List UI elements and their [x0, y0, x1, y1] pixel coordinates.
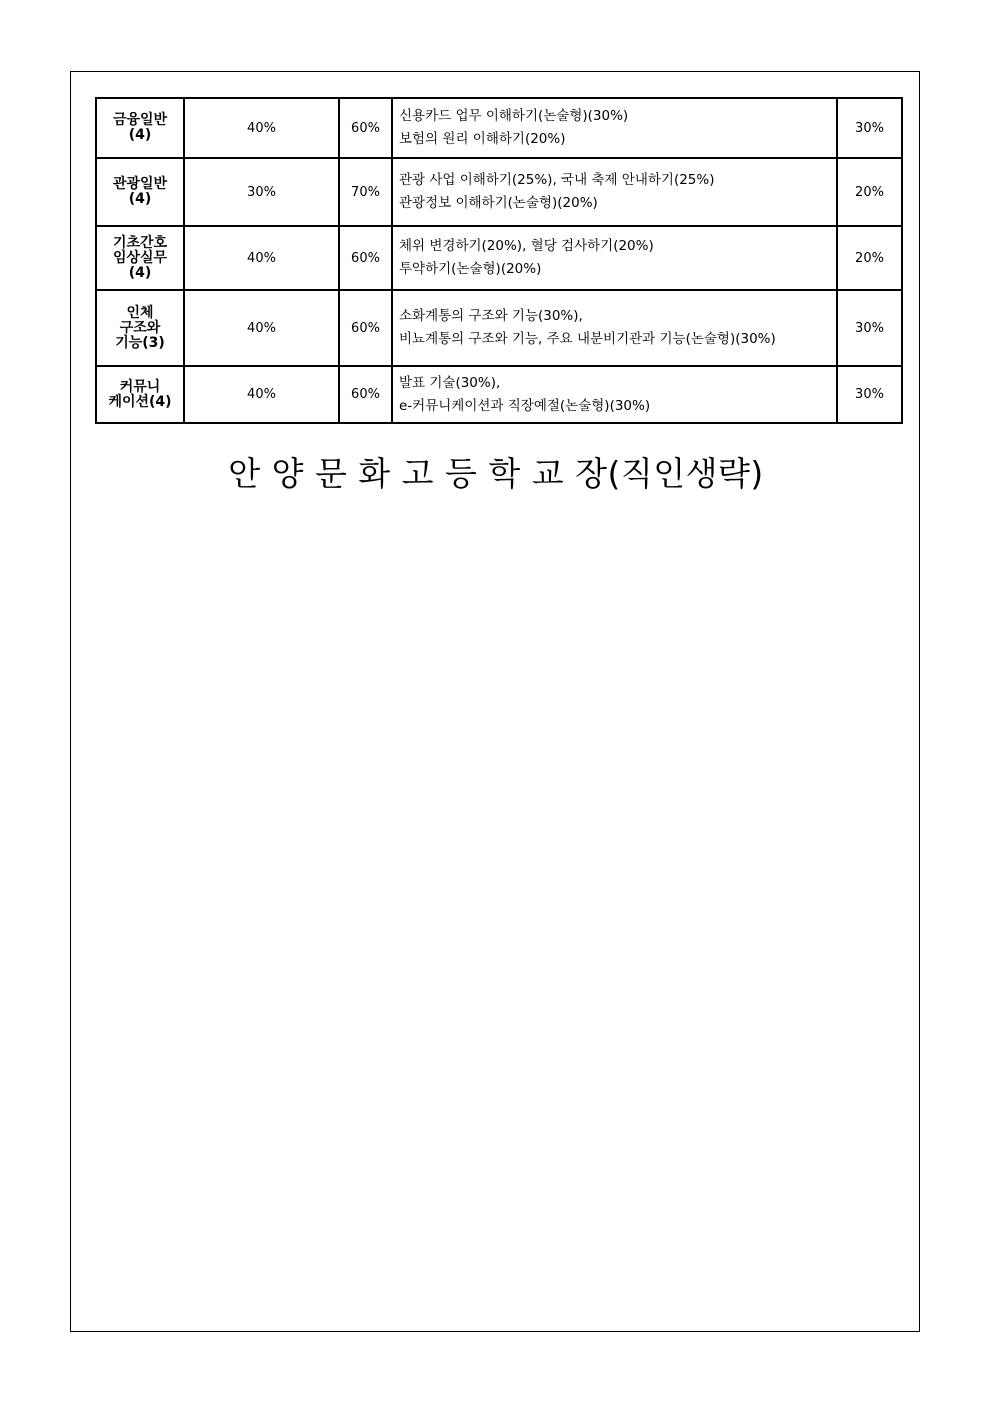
subject-line: 기능(3)	[115, 334, 165, 351]
ratio-cell-1: 40%	[184, 290, 339, 366]
items-cell	[392, 366, 837, 423]
items-cell	[392, 290, 837, 366]
ratio-cell-3: 20%	[837, 158, 902, 226]
item-line: 비뇨계통의 구조와 기능, 주요 내분비기관과 기능(논술형)(30%)	[399, 331, 776, 347]
ratio-cell-2: 60%	[339, 290, 392, 366]
ratio-cell-3: 30%	[837, 98, 902, 158]
table-row	[96, 366, 902, 423]
item-line: 관광정보 이해하기(논술형)(20%)	[399, 195, 598, 211]
ratio-cell-1: 40%	[184, 98, 339, 158]
subject-cell	[96, 158, 184, 226]
subject-line: (4)	[128, 264, 152, 281]
subject-line: 기초간호	[112, 234, 168, 251]
subject-cell	[96, 226, 184, 290]
ratio-cell-1: 30%	[184, 158, 339, 226]
item-line: 발표 기술(30%),	[399, 374, 501, 391]
item-line: 관광 사업 이해하기(25%), 국내 축제 안내하기(25%)	[399, 172, 715, 188]
principal-signature: 안 양 문 화 고 등 학 교 장(직인생략)	[228, 454, 764, 493]
items-cell	[392, 226, 837, 290]
table-row	[96, 158, 902, 226]
subject-line: 임상실무	[112, 249, 168, 266]
item-line: 체위 변경하기(20%), 혈당 검사하기(20%)	[399, 238, 654, 254]
subject-line: 인체	[126, 304, 154, 321]
item-line: 소화계통의 구조와 기능(30%),	[399, 308, 583, 324]
ratio-cell-2: 60%	[339, 98, 392, 158]
item-line: 신용카드 업무 이해하기(논술형)(30%)	[399, 108, 629, 124]
table-row	[96, 290, 902, 366]
item-line: e-커뮤니케이션과 직장예절(논술형)(30%)	[399, 397, 651, 414]
ratio-cell-1: 40%	[184, 366, 339, 423]
ratio-cell-2: 70%	[339, 158, 392, 226]
subject-line: (4)	[128, 191, 152, 207]
table-row	[96, 226, 902, 290]
subject-line: 케이션(4)	[108, 393, 172, 410]
ratio-cell-3: 30%	[837, 290, 902, 366]
table-row	[96, 98, 902, 158]
ratio-cell-3: 30%	[837, 366, 902, 423]
subject-cell	[96, 366, 184, 423]
item-line: 투약하기(논술형)(20%)	[399, 261, 542, 277]
item-line: 보험의 원리 이해하기(20%)	[399, 131, 566, 147]
ratio-cell-2: 60%	[339, 366, 392, 423]
items-cell	[392, 98, 837, 158]
ratio-cell-1: 40%	[184, 226, 339, 290]
subject-cell	[96, 98, 184, 158]
ratio-cell-2: 60%	[339, 226, 392, 290]
subject-line: 관광일반	[112, 176, 168, 192]
subject-cell	[96, 290, 184, 366]
subject-line: 커뮤니	[119, 378, 161, 395]
subject-line: 금융일반	[112, 112, 168, 128]
items-cell	[392, 158, 837, 226]
subject-line: 구조와	[119, 319, 161, 336]
ratio-cell-3: 20%	[837, 226, 902, 290]
subject-line: (4)	[128, 127, 152, 143]
assessment-table	[95, 97, 903, 424]
